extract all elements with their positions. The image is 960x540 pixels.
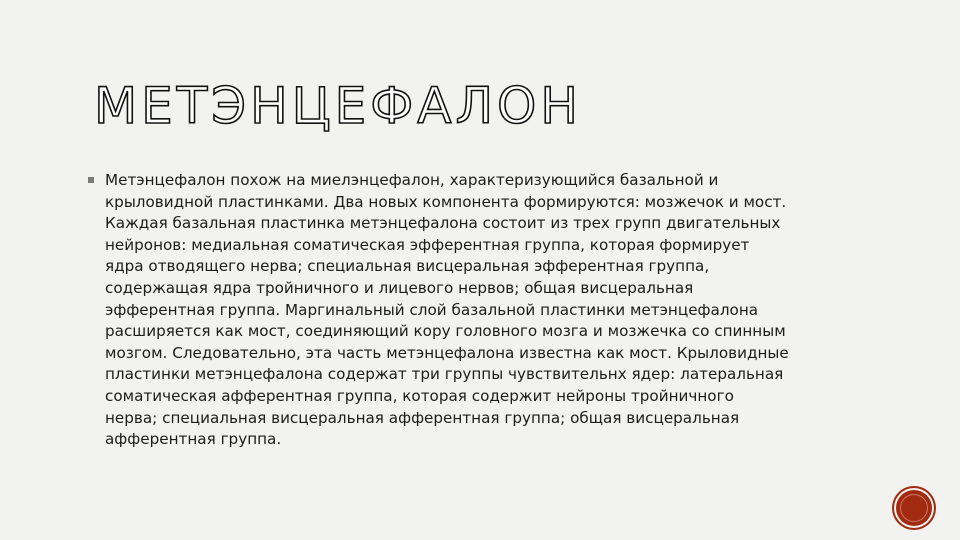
slide-content [88,170,888,451]
badge-inner-ring [900,494,928,522]
slide-title: МЕТЭНЦЕФАЛОН [94,77,582,135]
square-bullet-icon [88,177,94,183]
body-paragraph: Метэнцефалон похож на миелэнцефалон, характеризующийся базальной и крыловидной пластинками. Два новых компонента формируются: мозжечок и мост. Каждая базальная пластинка метэнцефалона состоит из трех групп двигательных нейронов: медиальная соматическая эфферентная группа, которая формирует ядра отводящего нерва; специальная висцеральная эфферентная группа, содержащая ядра тройничного и лицевого нервов; общая висцеральная эфферентная группа. Маргинальный слой базальной пластинки метэнцефалона расширяется как мост, соединяющий кору головного мозга и мозжечка со спинным мозгом. Следовательно, эта часть метэнцефалона известна как мост. Крыловидные пластинки метэнцефалона содержат три группы чувствительнх ядер: латеральная соматическая афферентная группа, которая содержит нейроны тройничного нерва; специальная висцеральная афферентная группа; общая висцеральная афферентная группа. [105,171,789,449]
page-number-badge-icon [896,490,932,526]
